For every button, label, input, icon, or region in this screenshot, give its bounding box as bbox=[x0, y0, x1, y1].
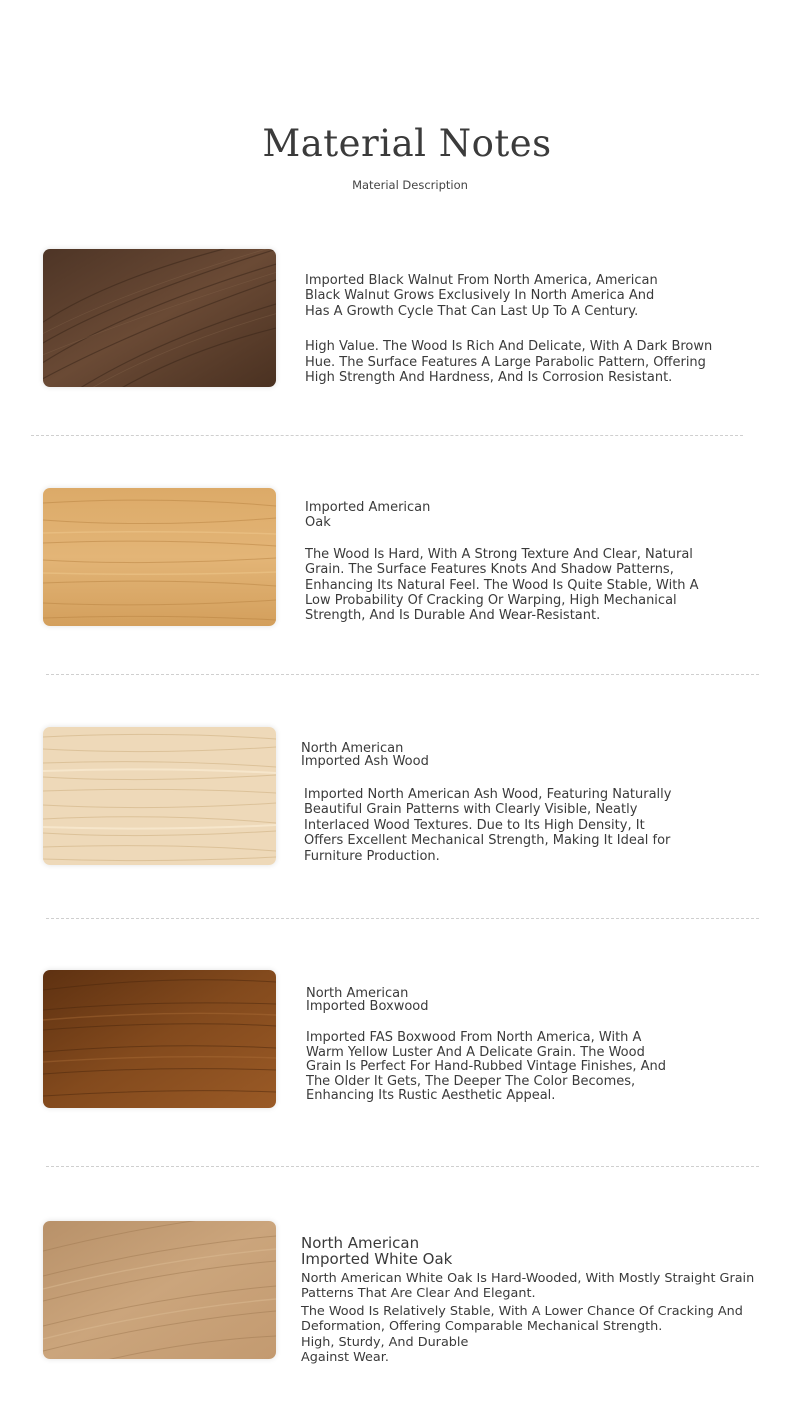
oak-swatch-image bbox=[43, 488, 276, 626]
white-oak-paragraph-2: The Wood Is Relatively Stable, With A Lower Chance Of Cracking And Deformation, Offering Comparable Mechanical Strength. High, Sturdy, And Durable Against Wear. bbox=[301, 1303, 743, 1366]
white-oak-description bbox=[301, 1236, 771, 1365]
section-divider bbox=[46, 918, 759, 919]
white-oak-name: North American Imported White Oak bbox=[301, 1234, 453, 1268]
boxwood-swatch-image bbox=[43, 970, 276, 1108]
white-oak-swatch-image bbox=[43, 1221, 276, 1359]
boxwood-description bbox=[306, 988, 766, 1104]
boxwood-name: North American Imported Boxwood bbox=[306, 986, 429, 1014]
section-divider bbox=[31, 435, 743, 436]
page-subtitle: Material Description bbox=[352, 178, 468, 192]
boxwood-paragraph-1: Imported FAS Boxwood From North America, With A Warm Yellow Luster And A Delicate Grain. The Wood Grain Is Perfect For Hand-Rubbed Vintage Finishes, And The Older It Gets, The Deeper The Color Becomes, Enhancing Its Rustic Aesthetic Appeal. bbox=[306, 1030, 667, 1104]
ash-description bbox=[301, 743, 761, 864]
white-oak-paragraph-1: North American White Oak Is Hard-Wooded, With Mostly Straight Grain Patterns That Are Clear And Elegant. bbox=[301, 1271, 755, 1302]
walnut-description bbox=[305, 273, 765, 385]
walnut-paragraph-2: High Value. The Wood Is Rich And Delicate, With A Dark Brown Hue. The Surface Features A Large Parabolic Pattern, Offering High Strength And Hardness, And Is Corrosion Resistant. bbox=[305, 339, 713, 386]
walnut-swatch-image bbox=[43, 249, 276, 387]
section-divider bbox=[46, 674, 759, 675]
ash-swatch-image bbox=[43, 727, 276, 865]
page-title: Material Notes bbox=[262, 122, 552, 165]
oak-name: Imported American Oak bbox=[305, 500, 431, 531]
oak-description bbox=[305, 500, 765, 624]
ash-name: North American Imported Ash Wood bbox=[301, 741, 429, 769]
oak-paragraph-1: The Wood Is Hard, With A Strong Texture And Clear, Natural Grain. The Surface Features Knots And Shadow Patterns, Enhancing Its Natural Feel. The Wood Is Quite Stable, With A Low Probability Of Cracking Or Warping, High Mechanical Strength, And Is Durable And Wear-Resistant. bbox=[305, 546, 699, 624]
section-divider bbox=[46, 1166, 759, 1167]
ash-paragraph-1: Imported North American Ash Wood, Featuring Naturally Beautiful Grain Patterns with Clearly Visible, Neatly Interlaced Wood Textures. Due to Its High Density, It Offers Excellent Mechanical Strength, Making It Ideal for Furniture Production. bbox=[304, 787, 672, 864]
walnut-paragraph-1: Imported Black Walnut From North America, American Black Walnut Grows Exclusively In North America And Has A Growth Cycle That Can Last Up To A Century. bbox=[305, 273, 658, 319]
